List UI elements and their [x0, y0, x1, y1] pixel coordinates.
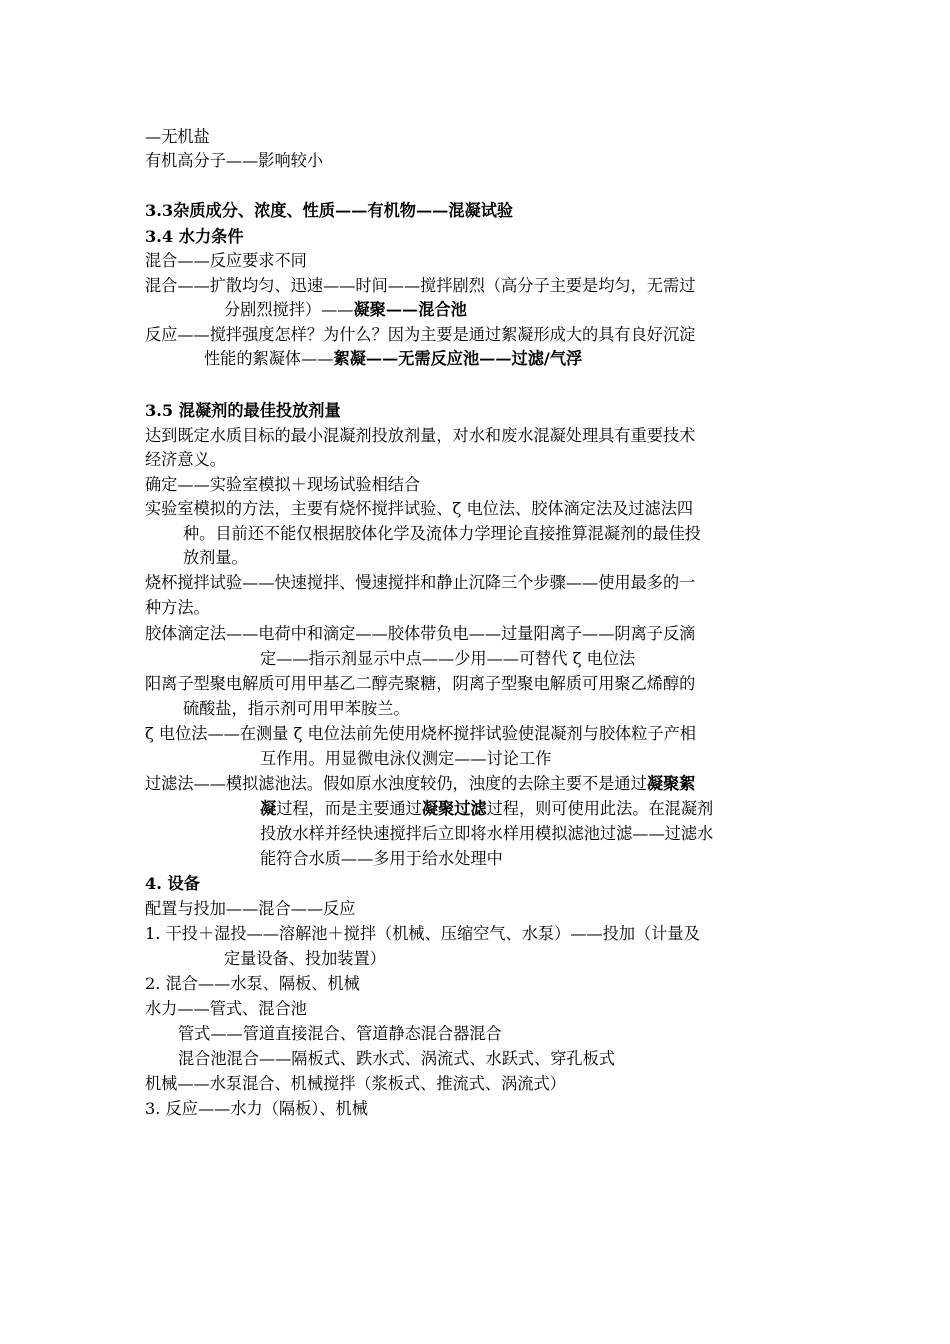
text-line: 水力——管式、混合池 [145, 999, 307, 1018]
text-line: 种方法。 [145, 598, 210, 617]
text-line: 能符合水质——多用于给水处理中 [260, 849, 503, 868]
text-line [224, 298, 467, 322]
text-line [145, 772, 695, 796]
text-line: 经济意义。 [145, 450, 226, 469]
text-line: 配置与投加——混合——反应 [145, 899, 356, 918]
section-heading: 3.4 水力条件 [145, 227, 244, 246]
text-line: 达到既定水质目标的最小混凝剂投放剂量，对水和废水混凝处理具有重要技术 [145, 426, 696, 445]
text-line: 烧杯搅拌试验——快速搅拌、慢速搅拌和静止沉降三个步骤——使用最多的一 [145, 573, 696, 592]
text-run: 分剧烈搅拌）—— [224, 300, 354, 319]
text-line: 定——指示剂显示中点——少用——可替代 ζ 电位法 [260, 649, 636, 668]
section-heading: 3.3杂质成分、浓度、性质——有机物——混凝试验 [145, 201, 514, 220]
bold-run: 凝聚过滤 [421, 799, 487, 818]
bold-run: 凝聚絮 [646, 774, 696, 793]
text-line: 阳离子型聚电解质可用甲基乙二醇壳聚糖，阴离子型聚电解质可用聚乙烯醇的 [145, 674, 696, 693]
section-heading: 4. 设备 [145, 874, 200, 893]
bold-run: 凝 [260, 799, 277, 818]
text-line: 混合池混合——隔板式、跌水式、涡流式、水跃式、穿孔板式 [178, 1049, 616, 1068]
text-line: 1. 干投＋湿投——溶解池＋搅拌（机械、压缩空气、水泵）——投加（计量及 [145, 924, 700, 943]
text-run: 过程，而是主要通过 [276, 799, 422, 818]
text-line: 确定——实验室模拟＋现场试验相结合 [145, 475, 421, 494]
text-line [260, 797, 713, 821]
text-run: 过程，则可使用此法。在混凝剂 [486, 799, 714, 818]
text-line: 硫酸盐，指示剂可用甲苯胺兰。 [183, 699, 410, 718]
text-line: 放剂量。 [183, 548, 248, 567]
text-line: 互作用。用显微电泳仪测定——讨论工作 [260, 749, 552, 768]
bold-run: 凝聚——混合池 [353, 300, 467, 319]
text-line: 定量设备、投加装置） [224, 949, 386, 968]
text-line: 3. 反应——水力（隔板）、机械 [145, 1099, 368, 1118]
text-line: 实验室模拟的方法，主要有烧怀搅拌试验、ζ 电位法、胶体滴定法及过滤法四 [145, 499, 694, 518]
text-line: 2. 混合——水泵、隔板、机械 [145, 974, 360, 993]
bold-run: 絮凝——无需反应池——过滤/气浮 [333, 349, 583, 368]
section-heading: 3.5 混凝剂的最佳投放剂量 [145, 401, 341, 420]
text-run: 性能的絮凝体—— [204, 349, 334, 368]
text-run: 过滤法——模拟滤池法。假如原水浊度较仍，浊度的去除主要不是通过 [145, 774, 647, 793]
text-line: ζ 电位法——在测量 ζ 电位法前先使用烧杯搅拌试验使混凝剂与胶体粒子产相 [145, 724, 696, 743]
text-line: 胶体滴定法——电荷中和滴定——胶体带负电——过量阳离子——阴离子反滴 [145, 624, 696, 643]
text-line: 种。目前还不能仅根据胶体化学及流体力学理论直接推算混凝剂的最佳投 [183, 524, 701, 543]
text-line: 混合——扩散均匀、迅速——时间——搅拌剧烈（高分子主要是均匀，无需过 [145, 276, 696, 295]
text-line: 投放水样并经快速搅拌后立即将水样用模拟滤池过滤——过滤水 [260, 824, 714, 843]
text-line: 管式——管道直接混合、管道静态混合器混合 [178, 1024, 502, 1043]
text-line [204, 347, 582, 371]
text-line: —无机盐 [145, 127, 210, 146]
text-line: 反应——搅拌强度怎样？为什么？因为主要是通过絮凝形成大的具有良好沉淀 [145, 325, 696, 344]
text-line: 混合——反应要求不同 [145, 251, 307, 270]
text-line: 有机高分子——影响较小 [145, 151, 324, 170]
text-line: 机械——水泵混合、机械搅拌（浆板式、推流式、涡流式） [145, 1074, 566, 1093]
